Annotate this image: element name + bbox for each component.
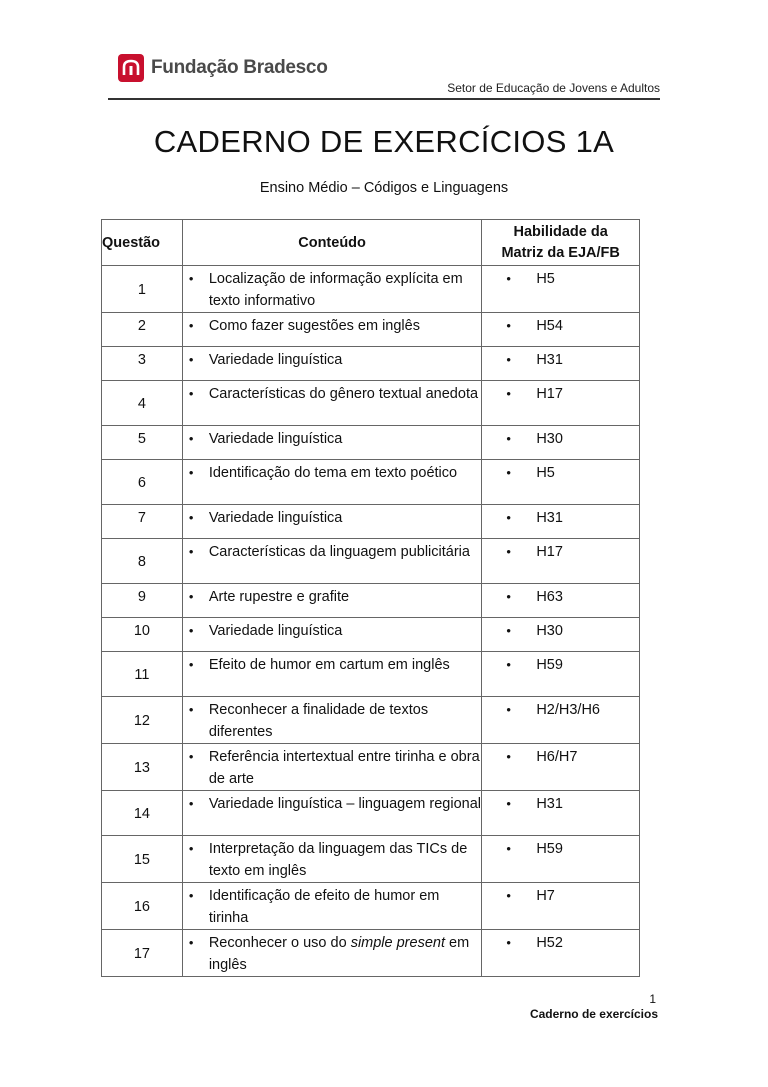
habilidade-cell: [482, 381, 640, 426]
question-number-cell: [102, 652, 183, 697]
table-row: [102, 791, 640, 836]
bullet-icon: •: [188, 841, 194, 856]
question-number: 3: [137, 352, 146, 368]
table-row: [102, 883, 640, 930]
question-number-cell: [102, 697, 183, 744]
bullet-icon: •: [506, 623, 511, 638]
habilidade-code: H59: [536, 841, 563, 857]
question-number: 7: [137, 510, 146, 526]
content-text: Variedade linguística – linguagem regional: [208, 796, 481, 812]
content-cell: [182, 930, 482, 977]
content-text: Características do gênero textual anedota: [208, 386, 479, 402]
habilidade-code: H63: [536, 589, 563, 605]
content-text: Localização de informação explícita em texto informativo: [208, 271, 463, 309]
question-number-cell: [102, 313, 183, 347]
content-cell: [182, 266, 482, 313]
content-cell: [182, 791, 482, 836]
bullet-icon: •: [188, 623, 194, 638]
habilidade-cell: [482, 505, 640, 539]
bullet-icon: •: [506, 749, 511, 764]
table-row: [102, 426, 640, 460]
content-cell: [182, 347, 482, 381]
habilidade-cell: [482, 836, 640, 883]
habilidade-cell: [482, 744, 640, 791]
bullet-icon: •: [188, 465, 194, 480]
habilidade-code: H2/H3/H6: [536, 702, 600, 718]
bullet-icon: •: [188, 510, 194, 525]
habilidade-code: H5: [536, 465, 555, 481]
content-text: [209, 932, 482, 976]
question-number-cell: [102, 505, 183, 539]
content-text-post: em inglês: [208, 935, 470, 973]
bradesco-logo-icon: [118, 54, 144, 82]
question-number-cell: [102, 426, 183, 460]
content-cell: [182, 883, 482, 930]
bullet-icon: •: [188, 935, 194, 950]
content-cell: [182, 836, 482, 883]
bullet-icon: •: [188, 318, 194, 333]
question-number: 17: [133, 946, 150, 962]
content-text: Referência intertextual entre tirinha e obra de arte: [208, 749, 480, 787]
question-number-cell: [102, 791, 183, 836]
bullet-icon: •: [188, 888, 194, 903]
table-row: [102, 313, 640, 347]
page-number: 1: [649, 992, 656, 1006]
habilidade-cell: [482, 460, 640, 505]
bullet-icon: •: [506, 465, 511, 480]
table-row: [102, 930, 640, 977]
bullet-icon: •: [506, 271, 511, 286]
habilidade-code: H52: [536, 935, 563, 951]
content-text-pre: Reconhecer o uso do: [208, 935, 351, 951]
habilidade-cell: [482, 347, 640, 381]
question-number: 14: [133, 806, 150, 822]
habilidade-cell: [482, 313, 640, 347]
question-number-cell: [102, 266, 183, 313]
question-number-cell: [102, 381, 183, 426]
bullet-icon: •: [506, 589, 511, 604]
habilidade-code: H31: [536, 352, 563, 368]
question-number: 6: [137, 475, 146, 491]
bullet-icon: •: [506, 510, 511, 525]
bullet-icon: •: [188, 271, 194, 286]
bullet-icon: •: [506, 431, 511, 446]
bullet-icon: •: [188, 386, 194, 401]
question-number-cell: [102, 539, 183, 584]
habilidade-code: H6/H7: [536, 749, 578, 765]
bullet-icon: •: [506, 841, 511, 856]
table-row: [102, 347, 640, 381]
content-cell: [182, 505, 482, 539]
habilidade-code: H17: [536, 544, 563, 560]
bullet-icon: •: [506, 657, 511, 672]
habilidade-code: H30: [536, 431, 563, 447]
question-number-cell: [102, 618, 183, 652]
habilidade-cell: [482, 652, 640, 697]
bullet-icon: •: [188, 589, 194, 604]
question-number: 1: [137, 282, 146, 298]
habilidade-cell: [482, 266, 640, 313]
bullet-icon: •: [188, 796, 194, 811]
habilidade-cell: [482, 697, 640, 744]
content-cell: [182, 426, 482, 460]
question-number: 11: [134, 667, 150, 683]
brand-name: Fundação Bradesco: [151, 57, 328, 78]
content-text: Interpretação da linguagem das TICs de texto em inglês: [208, 841, 468, 879]
content-cell: [182, 460, 482, 505]
habilidade-cell: [482, 426, 640, 460]
page-subtitle: Ensino Médio – Códigos e Linguagens: [259, 180, 509, 196]
habilidade-code: H30: [536, 623, 563, 639]
table-row: [102, 539, 640, 584]
habilidade-cell: [482, 883, 640, 930]
habilidade-code: H7: [536, 888, 555, 904]
content-text: Variedade linguística: [208, 352, 343, 368]
bullet-icon: •: [506, 702, 511, 717]
content-text: Como fazer sugestões em inglês: [208, 318, 420, 334]
content-cell: [182, 381, 482, 426]
bullet-icon: •: [188, 702, 194, 717]
habilidade-code: H31: [536, 510, 563, 526]
question-number: 9: [137, 589, 146, 605]
header-questao: Questão: [102, 220, 183, 266]
content-text: Reconhecer a finalidade de textos diferentes: [208, 702, 429, 740]
header-habilidade-line1: Habilidade da: [513, 223, 608, 240]
table-row: [102, 266, 640, 313]
question-number-cell: [102, 836, 183, 883]
table-row: [102, 584, 640, 618]
habilidade-code: H59: [536, 657, 563, 673]
bullet-icon: •: [506, 796, 511, 811]
content-cell: [182, 697, 482, 744]
question-number: 8: [137, 554, 146, 570]
question-number-cell: [102, 930, 183, 977]
header-divider: [108, 98, 660, 100]
table-row: [102, 836, 640, 883]
bullet-icon: •: [506, 888, 511, 903]
department-label: Setor de Educação de Jovens e Adultos: [447, 81, 660, 95]
question-number: 13: [133, 760, 150, 776]
bullet-icon: •: [506, 386, 511, 401]
table-header-row: [102, 220, 640, 266]
table-row: [102, 652, 640, 697]
content-cell: [182, 618, 482, 652]
habilidade-cell: [482, 791, 640, 836]
table-row: [102, 505, 640, 539]
bullet-icon: •: [188, 749, 194, 764]
habilidade-code: H5: [536, 271, 555, 287]
bullet-icon: •: [188, 352, 194, 367]
question-number: 2: [137, 318, 146, 334]
page-title: CADERNO DE EXERCÍCIOS 1A: [153, 124, 615, 159]
bullet-icon: •: [506, 544, 511, 559]
bullet-icon: •: [188, 431, 194, 446]
table-row: [102, 460, 640, 505]
content-text: Arte rupestre e grafite: [208, 589, 350, 605]
question-number: 10: [133, 623, 150, 639]
bullet-icon: •: [506, 935, 511, 950]
bullet-icon: •: [506, 318, 511, 333]
footer-label: Caderno de exercícios: [529, 1007, 658, 1021]
bullet-icon: •: [506, 352, 511, 367]
content-text-italic: simple present: [350, 935, 445, 951]
bullet-icon: •: [188, 544, 194, 559]
header-habilidade-line2: Matriz da EJA/FB: [501, 244, 620, 261]
question-number: 15: [133, 852, 150, 868]
header-conteudo: Conteúdo: [182, 220, 482, 266]
habilidade-cell: [482, 539, 640, 584]
content-text: Variedade linguística: [208, 431, 343, 447]
question-number-cell: [102, 347, 183, 381]
table-row: [102, 618, 640, 652]
table-body: [102, 266, 640, 977]
question-number: 4: [137, 396, 146, 412]
bullet-icon: •: [188, 657, 194, 672]
question-number-cell: [102, 744, 183, 791]
content-cell: [182, 313, 482, 347]
table-row: [102, 744, 640, 791]
brand-logo: [118, 54, 328, 82]
content-text: Variedade linguística: [208, 623, 343, 639]
question-number: 12: [133, 713, 150, 729]
habilidade-code: H17: [536, 386, 563, 402]
content-text: Variedade linguística: [208, 510, 343, 526]
question-number-cell: [102, 584, 183, 618]
question-number-cell: [102, 460, 183, 505]
content-cell: [182, 584, 482, 618]
habilidade-cell: [482, 584, 640, 618]
content-text: Características da linguagem publicitária: [208, 544, 470, 560]
content-text: Identificação do tema em texto poético: [208, 465, 458, 481]
content-text: Identificação de efeito de humor em tirinha: [208, 888, 440, 926]
question-number-cell: [102, 883, 183, 930]
habilidade-cell: [482, 618, 640, 652]
content-cell: [182, 744, 482, 791]
exercise-table: [101, 219, 640, 977]
content-cell: [182, 539, 482, 584]
habilidade-cell: [482, 930, 640, 977]
question-number: 5: [137, 431, 146, 447]
question-number: 16: [133, 899, 150, 915]
header-habilidade: [482, 220, 640, 266]
content-text: Efeito de humor em cartum em inglês: [208, 657, 450, 673]
habilidade-code: H54: [536, 318, 563, 334]
table-row: [102, 697, 640, 744]
content-cell: [182, 652, 482, 697]
table-row: [102, 381, 640, 426]
habilidade-code: H31: [536, 796, 563, 812]
